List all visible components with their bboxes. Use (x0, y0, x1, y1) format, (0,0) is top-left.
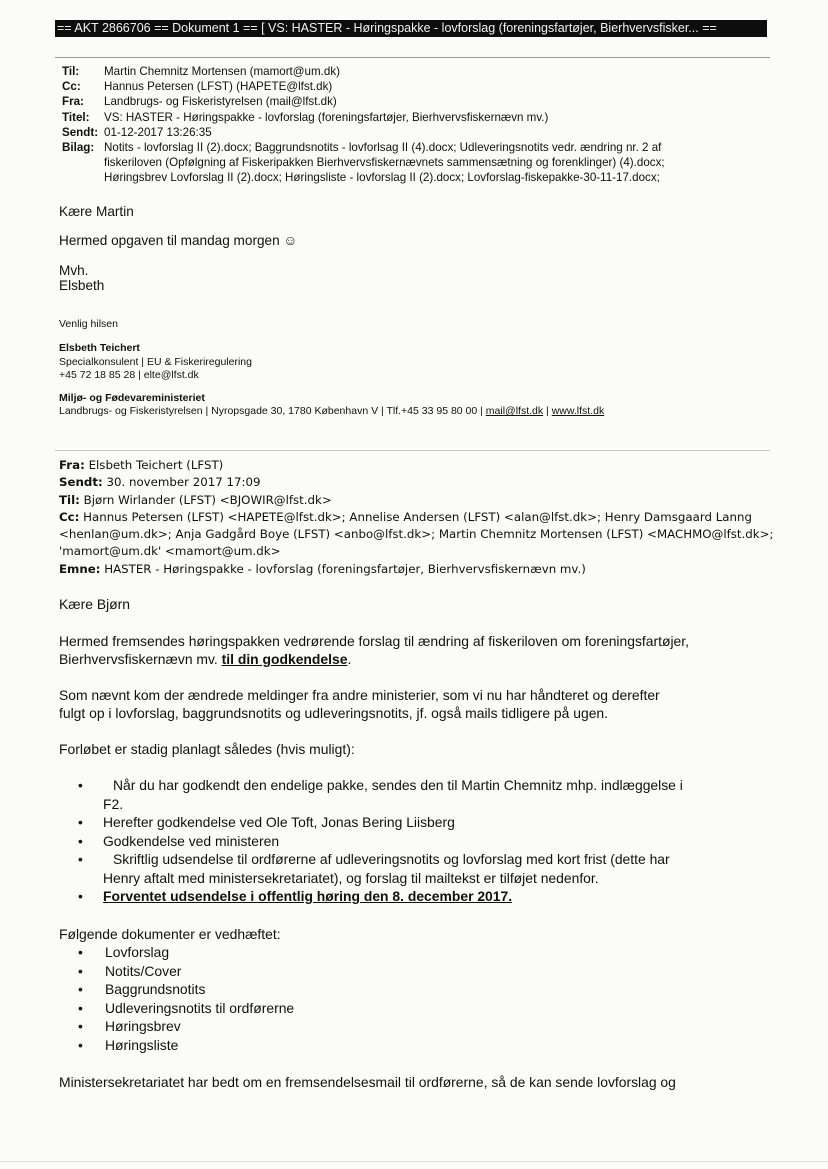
bullet-icon: • (78, 944, 83, 960)
forward-subject-value: HASTER - Høringspakke - lovforslag (foreningsfartøjer, Bierhvervsfiskernævn mv.) (104, 561, 586, 576)
forward-cc-line: 'mamort@um.dk' <mamort@um.dk> (59, 544, 281, 559)
from-label: Fra: (62, 95, 84, 109)
forward-from-row (59, 457, 779, 474)
list-item-text: Når du har godkendt den endelige pakke, sendes den til Martin Chemnitz mhp. indlæggelse i (113, 777, 683, 793)
signature-web-link[interactable]: www.lfst.dk (551, 405, 605, 418)
bullet-icon: • (78, 1018, 83, 1034)
from-row (62, 94, 762, 109)
paragraph-line: Hermed fremsendes høringspakken vedrørende forslag til ændring af fiskeriloven om foreningsfartøjer, (59, 632, 689, 649)
document-header-bar: == AKT 2866706 == Dokument 1 == [ VS: HASTER - Høringspakke - lovforslag (foreningsfartøjer, Bierhvervsfisker... == (55, 20, 767, 37)
forward-cc-line: <henlan@um.dk>; Anja Gadgård Boye (LFST) <anbo@lfst.dk>; Martin Chemnitz Mortensen (LFST) <MACHMO@lfst.dk>; (59, 527, 774, 542)
forward-sent-value: 30. november 2017 17:09 (106, 475, 261, 490)
title-row (62, 110, 762, 125)
list-item-text: Høringsbrev (105, 1018, 181, 1034)
forward-cc-value: Hannus Petersen (LFST) <HAPETE@lfst.dk>; Annelise Andersen (LFST) <alan@lfst.dk>; Henry Damsgaard Lanng (83, 509, 752, 524)
list-item (59, 832, 769, 851)
forwarded-header (59, 457, 779, 578)
list-item-text: Forventet udsendelse i offentlig høring den 8. december 2017. (103, 888, 513, 904)
attachments-intro: Følgende dokumenter er vedhæftet: (59, 925, 281, 942)
signature-name: Elsbeth Teichert (59, 342, 140, 355)
bullet-icon: • (78, 1036, 83, 1053)
signature-role: Specialkonsulent | EU & Fiskeriregulering (59, 355, 252, 368)
email-signature (59, 318, 779, 418)
sent-label: Sendt: (62, 125, 99, 139)
forward-from-value: Elsbeth Teichert (LFST) (88, 458, 224, 472)
to-row (62, 64, 762, 79)
forward-sent-row (59, 474, 779, 491)
list-item-text: Herefter godkendelse ved Ole Toft, Jonas Bering Liisberg (103, 814, 455, 830)
list-item (59, 776, 769, 813)
schedule-intro: Forløbet er stadig planlagt således (hvis muligt): (59, 740, 355, 757)
bullet-icon: • (78, 981, 83, 997)
forward-to-row (59, 492, 779, 509)
attachments-line: fiskeriloven (Opfølgning af Fiskeripakken Bierhvervsfiskernævnets sammensætning og forenklinger) (4).docx; (104, 156, 665, 170)
bullet-icon: • (78, 777, 83, 793)
paragraph-line: Bierhvervsfiskernævn mv. (59, 651, 222, 667)
list-item-text: Udleveringsnotits til ordførerne (105, 999, 295, 1016)
forward-to-label: Til: (59, 492, 80, 507)
signature-address-line (59, 405, 779, 418)
bullet-icon: • (78, 888, 83, 904)
list-item-text: Godkendelse ved ministeren (103, 832, 280, 849)
to-value: Martin Chemnitz Mortensen (mamort@um.dk) (104, 65, 340, 78)
email-metadata (62, 64, 762, 186)
list-item (59, 962, 769, 981)
approval-emphasis: til din godkendelse (221, 651, 348, 667)
paragraph-line: fulgt op i lovforslag, baggrundsnotits og udleveringsnotits, jf. også mails tidligere på ugen. (59, 705, 609, 721)
signature-separator: | (543, 405, 552, 418)
bullet-icon: • (78, 999, 83, 1016)
note-name: Elsbeth (59, 278, 105, 293)
attachments-row (62, 140, 762, 186)
letter-body (59, 595, 769, 1092)
attachment-list (59, 943, 769, 1054)
note-closing: Mvh. (59, 263, 89, 278)
bullet-icon: • (78, 962, 83, 979)
bullet-icon: • (78, 832, 83, 849)
letter-greeting: Kære Bjørn (59, 596, 131, 612)
title-value: VS: HASTER - Høringspakke - lovforslag (foreningsfartøjer, Bierhvervsfiskernævn mv.) (104, 110, 549, 124)
forward-cc-row (59, 509, 779, 526)
list-item (59, 943, 769, 962)
letter-paragraph (59, 686, 769, 723)
bullet-icon: • (78, 851, 83, 867)
schedule-list (59, 776, 769, 906)
forward-sent-label: Sendt: (59, 475, 103, 490)
list-item-text: Baggrundsnotits (105, 981, 206, 997)
signature-contact: +45 72 18 85 28 | elte@lfst.dk (59, 369, 199, 382)
cover-note (59, 204, 769, 293)
cc-value: Hannus Petersen (LFST) (HAPETE@lfst.dk) (104, 80, 333, 94)
list-item (59, 1017, 769, 1036)
cc-label: Cc: (62, 80, 81, 94)
list-item (59, 999, 769, 1018)
list-item (59, 850, 769, 887)
paragraph-line: Som nævnt kom der ændrede meldinger fra andre ministerier, som vi nu har håndteret og derefter (59, 686, 660, 703)
forward-divider (55, 450, 770, 451)
sent-row (62, 125, 762, 140)
attachments-value (104, 140, 762, 186)
forward-subject-label: Emne: (59, 561, 101, 576)
forward-to-value: Bjørn Wirlander (LFST) <BJOWIR@lfst.dk> (83, 492, 332, 507)
list-item (59, 980, 769, 999)
to-label: Til: (62, 65, 80, 78)
signature-email-link[interactable]: mail@lfst.dk (485, 405, 544, 418)
list-item (59, 1036, 769, 1055)
list-item (59, 887, 769, 906)
list-item-text: Høringsliste (105, 1036, 179, 1053)
title-label: Titel: (62, 110, 90, 124)
forward-from-label: Fra: (59, 458, 85, 472)
attachments-line: Notits - lovforslag II (2).docx; Baggrundsnotits - lovforlsag II (4).docx; Udleveringsnotits vedr. ændring nr. 2 af (104, 141, 662, 155)
letter-paragraph (59, 632, 769, 669)
page-bottom-edge (0, 1161, 828, 1162)
note-line: Hermed opgaven til mandag morgen ☺ (59, 233, 298, 248)
cc-row (62, 79, 762, 94)
header-divider (55, 57, 770, 58)
signature-regards: Venlig hilsen (59, 318, 118, 330)
signature-address: Landbrugs- og Fiskeristyrelsen | Nyropsgade 30, 1780 København V | Tlf.+45 33 95 80 00 | (59, 405, 486, 418)
note-greeting: Kære Martin (59, 204, 134, 219)
attachments-label: Bilag: (62, 141, 95, 155)
list-item-text: Lovforslag (105, 944, 170, 960)
list-item-text: Henry aftalt med ministersekretariatet), og forslag til mailtekst er tilføjet nedenfor. (103, 869, 599, 886)
signature-ministry: Miljø- og Fødevareministeriet (59, 391, 205, 404)
list-item-text: Skriftlig udsendelse til ordførerne af udleveringsnotits og lovforslag med kort frist (dette har (113, 851, 670, 867)
list-item-text: Notits/Cover (105, 962, 182, 979)
list-item (59, 813, 769, 832)
list-item-text: F2. (103, 795, 124, 812)
attachments-line: Høringsbrev Lovforslag II (2).docx; Høringsliste - lovforslag II (2).docx; Lovforslag-fiskepakke-30-11-17.docx; (104, 171, 660, 185)
closing-paragraph: Ministersekretariatet har bedt om en fremsendelsesmail til ordførerne, så de kan sende lovforslag og (59, 1074, 676, 1090)
from-value: Landbrugs- og Fiskeristyrelsen (mail@lfst.dk) (104, 95, 337, 109)
forward-subject-row (59, 561, 779, 578)
bullet-icon: • (78, 814, 83, 830)
paragraph-end: . (347, 651, 352, 667)
sent-value: 01-12-2017 13:26:35 (104, 125, 212, 139)
forward-cc-label: Cc: (59, 509, 80, 524)
